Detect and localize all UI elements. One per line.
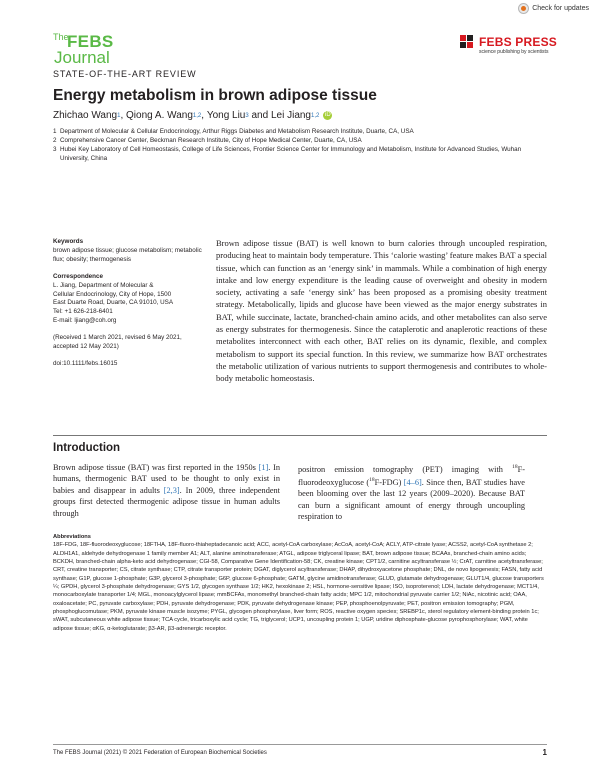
febs-press-mark-icon — [460, 35, 474, 48]
correspondence-line: East Duarte Road, Duarte, CA 91010, USA — [53, 299, 174, 307]
author-affiliation-ref[interactable]: 1,2 — [311, 112, 320, 119]
abbreviations-text: 18F-FDG, 18F-fluorodeoxyglucose; 18FTHA, 18F-fluoro-thiaheptadecanoic acid; ACC, acetyl-CoA carboxylase; AcCoA, acetyl-CoA; ACLY, ATP-citrate lyase; ACSS2, acetyl-CoA synthetase 2; ALDH1A1, aldehyde dehydrogenase 1 family member A1; ALT, alanine aminotransferase; ATGL, adipose triglyceral lipase; BAT, brown adipose tissue; BCAAs, branched-chain amino acids; BCKDH, branched-chain alpha-keto acid dehydrogenase; CGI-58, Comparative Gene Identification-58; CK, creatine kinase; CPT1/2, carnitine acyltransferase ½; CrAT, carnitine acetyltransferase; CRT, creatine transporter; CS, citrate synthase; CTP, citrate transporter protein; DGAT, diglycerol acyltransferase; DHAP, dihydroxyacetone phosphate; DNL, de novo lipogenesis; FASN, fatty acid synthase; G1P, glucose 1-phosphate; G3P, glycerol 3-phosphate; G6P, glucose 6-phosphate; GATM, glycine amidinotransferase; GLUD, glutamate dehydrogenase; GLUT1/4, glucose transporters ¼; GPDH, glycerol 3-phosphate dehydrogenase; GYS 1/2, glycogen synthase 1/2; HK2, hexokinase 2; HSL, hormone-sensitive lipase; ISO, isoproterenol; LDH, lactate dehydrogenase; MCT1/4, monocarboxylate transporter 1/4; MGL, monoacylglycerol lipase; mmBCFAs, monomethyl branched-chain fatty acids; MPC 1/2, mitochondrial pyruvate carrier 1/2; NiAc, nicotinic acid; OAA, oxaloacetate; PC, pyruvate carboxylase; PDH, pyruvate dehydrogenase; PDK, pyruvate dehydrogenase kinase; PEP, phosphoenolpyruvate; PET, positron emission tomography; PGM, phosphoglucomutase; PKM, pyruvate kinase muscle isozyme; PYGL, glycogen phosphorylase, liver form; ROS, reactive oxygen species; SREBP1c, sterol regulatory element-binding protein 1c; sWAT, subcutaneous white adipose tissue; TCA cycle, tricarboxylic acid cycle; TG, triglycerol; UCP1, uncoupling protein 1; UGP, uridine diphosphate-glucose pyrophosphorylase; WAT, white adipose tissue; αKG, α-ketoglutarate; β3-AR, β3-adrenergic receptor. — [53, 542, 544, 632]
received-dates: (Received 1 March 2021, revised 6 May 2021, accepted 12 May 2021) — [53, 334, 182, 351]
publisher-name: FEBS PRESS — [478, 35, 557, 49]
correspondence-email[interactable]: E-mail: ljiang@coh.org — [53, 317, 117, 325]
footer-citation: The FEBS Journal (2021) © 2021 Federation of European Biochemical Societies — [53, 750, 267, 756]
abstract: Brown adipose tissue (BAT) is well known to burn calories through uncoupled respiration, producing heat to maintain body temperature. This ‘calorie wasting’ feature makes BAT a special tissue, which can function as an ‘energy sink’ in mammals. While a combination of high energy intake and low energy expenditure is the leading cause of overweight and obesity in modern society, activating a safe ‘energy sink’ has been proposed as a promising obesity treatment strategy. Metabolically, lipids and glucose have been viewed as the major energy substrates in BAT, while succinate, lactate, branched-chain amino acids, and other metabolites can also serve as energy substrates for thermogenesis. Since the cataplerotic and anaplerotic reactions of these metabolites interconnect with each other, BAT relies on its dynamic, flexible, and complex metabolism to support its special function. In this review, we summarize how BAT orchestrates the metabolic utilization of various nutrients to support thermogenesis and contributes to whole-body metabolic homeostasis. — [216, 238, 547, 384]
journal-logo — [53, 32, 114, 71]
body-text: F-FDG) — [374, 477, 404, 487]
citation-link[interactable]: [2,3] — [163, 485, 180, 495]
superscript: 18 — [512, 464, 518, 470]
correspondence-line: L. Jiang, Department of Molecular & — [53, 281, 154, 289]
body-text: F-fluorodeoxyglucose ( — [298, 464, 525, 487]
orcid-icon[interactable]: iD — [325, 112, 331, 118]
keywords-block — [53, 238, 203, 265]
citation-link[interactable]: [1] — [258, 463, 269, 472]
author-separator: , — [201, 110, 207, 121]
body-text: . In 2009, three independent groups first detected thermogenic adipose tissue in human adults through — [53, 485, 280, 518]
check-updates-label: Check for updates — [532, 5, 589, 12]
correspondence-block — [53, 273, 203, 326]
affiliation: 2 Comprehensive Cancer Center, Beckman Research Institute, City of Hope Medical Center, Duarte, CA, USA — [53, 136, 362, 144]
author-name[interactable]: Yong Liu — [206, 110, 246, 121]
body-text: . Since then, BAT studies have been blooming over the last 12 years (2009–2020). Because BAT can burn a significant amount of energy through uncoupling respiration to — [298, 477, 525, 522]
superscript: 18 — [369, 477, 375, 484]
logo-the: The — [53, 32, 69, 42]
author-affiliation-ref[interactable]: 1,2 — [192, 112, 202, 119]
abbreviations-heading: Abbreviations — [53, 534, 91, 540]
publisher-tagline: science publishing by scientists — [478, 49, 549, 55]
article-sidebar — [53, 238, 203, 377]
article-type: STATE-OF-THE-ART REVIEW — [53, 69, 197, 79]
section-divider — [53, 435, 547, 436]
introduction-column-right — [298, 462, 525, 523]
footer-divider — [53, 744, 547, 745]
publisher-logo — [460, 35, 557, 55]
introduction-column-left — [53, 462, 280, 519]
author-affiliation-ref[interactable]: 3 — [245, 112, 249, 119]
affiliation: 3 Hubei Key Laboratory of Cell Homeostasis, College of Life Sciences, Frontier Science Center for Immunology and Metabolism, Institute for Advanced Studies, Wuhan University, China — [53, 145, 522, 162]
author-separator: and — [248, 110, 271, 121]
body-text: . In humans, thermogenic BAT used to be thought to only exist in babies and disappear in adults — [53, 463, 281, 495]
author-separator: , — [120, 110, 127, 121]
correspondence-heading: Correspondence — [53, 272, 104, 280]
affiliations — [53, 128, 548, 164]
author-name[interactable]: Lei Jiang — [270, 110, 311, 121]
page-number: 1 — [542, 748, 547, 757]
introduction-heading: Introduction — [53, 442, 121, 454]
article-title: Energy metabolism in brown adipose tissue — [53, 87, 377, 104]
body-text: Brown adipose tissue (BAT) was first reported in the 1950s — [53, 463, 259, 472]
body-text: positron emission tomography (PET) imaging with — [298, 464, 513, 474]
author-list — [53, 110, 332, 121]
keywords-heading: Keywords — [53, 238, 84, 245]
abbreviations — [53, 533, 547, 633]
affiliation: 1 Department of Molecular & Cellular Endocrinology, Arthur Riggs Diabetes and Metabolism Research Institute, Duarte, CA, USA — [53, 128, 414, 135]
check-updates-icon — [518, 3, 529, 14]
correspondence-line: Cellular Endocrinology, City of Hope, 1500 — [53, 290, 172, 298]
author-name[interactable]: Qiong A. Wang — [126, 110, 193, 121]
author-affiliation-ref[interactable]: 1 — [117, 112, 121, 119]
doi-link[interactable]: doi:10.1111/febs.16015 — [53, 359, 118, 367]
logo-journal: Journal — [54, 48, 110, 67]
correspondence-line: Tel: +1 626-218-6401 — [53, 308, 113, 316]
check-for-updates-button[interactable] — [518, 3, 589, 14]
keywords-text: brown adipose tissue; glucose metabolism; metabolic flux; obesity; thermogenesis — [53, 246, 202, 263]
author-name[interactable]: Zhichao Wang — [53, 110, 118, 121]
logo-febs: FEBS — [67, 32, 114, 51]
citation-link[interactable]: [4–6] — [403, 477, 422, 487]
